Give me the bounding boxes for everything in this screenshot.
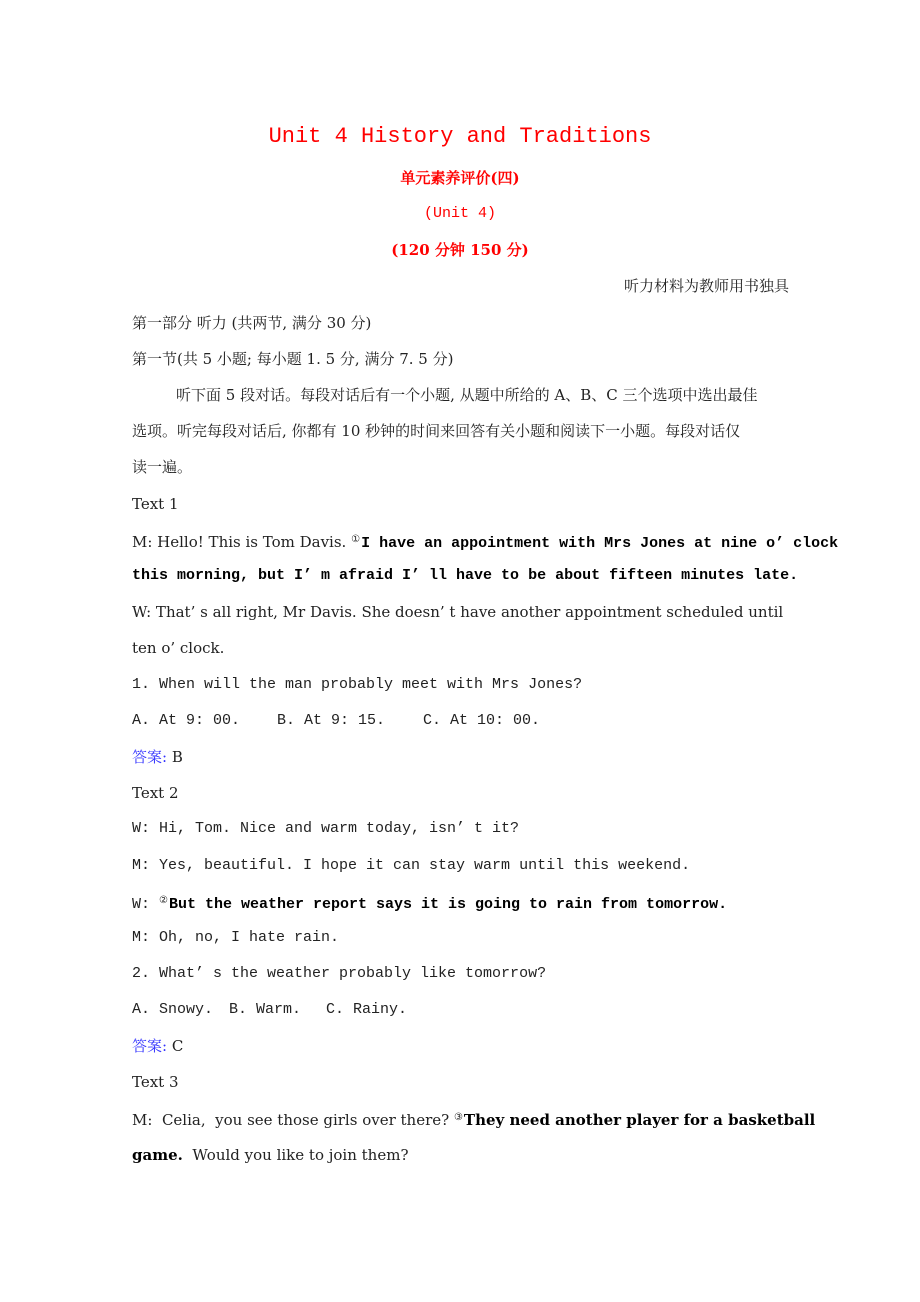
dialogue-prefix: M: Hello! This is Tom Davis.: [132, 533, 352, 551]
unit-label: (Unit 4): [423, 205, 496, 222]
time-score-label: (120 分钟 150 分): [391, 241, 529, 259]
text-2-dialogue-line-3: [132, 892, 727, 915]
question-2: 2. What’ s the weather probably like tomorrow?: [132, 965, 547, 982]
key-sentence: But the weather report says it is going to rain from tomorrow.: [168, 896, 728, 913]
text-3-dialogue-line-2: [132, 1145, 408, 1165]
question-2-options: [132, 1000, 407, 1020]
answer-value: B: [171, 748, 183, 766]
option-a: A. Snowy.: [132, 1001, 214, 1018]
part-heading: 第一部分 听力 (共两节, 满分 30 分): [132, 314, 372, 332]
instructions-line-1: 听下面 5 段对话。每段对话后有一个小题, 从题中所给的 A、B、C 三个选项中选出最佳: [176, 386, 758, 404]
circled-number-marker: ①: [351, 534, 361, 545]
answer-1: [132, 747, 183, 767]
dialogue-continuation: Would you like to join them?: [182, 1146, 409, 1164]
text-2-dialogue-line-2: M: Yes, beautiful. I hope it can stay warm until this weekend.: [132, 857, 691, 874]
key-sentence: They need another player for a basketball: [463, 1111, 816, 1129]
text-1-dialogue-line-3: W: That’ s all right, Mr Davis. She doesn’ t have another appointment scheduled until: [132, 603, 784, 621]
dialogue-prefix: W:: [132, 896, 160, 913]
option-b: B. Warm.: [229, 1001, 302, 1018]
text-2-dialogue-line-4: M: Oh, no, I hate rain.: [132, 929, 340, 946]
instructions-line-3: 读一遍。: [132, 458, 193, 476]
question-1-options: [132, 711, 540, 731]
text-1-dialogue-line-4: ten o’ clock.: [132, 639, 225, 657]
text-1-dialogue-line-1: [132, 530, 838, 554]
document-title: Unit 4 History and Traditions: [268, 124, 652, 149]
option-c: C. Rainy.: [326, 1001, 408, 1018]
option-c: C. At 10: 00.: [423, 712, 541, 729]
document-subtitle: 单元素养评价(四): [400, 169, 520, 187]
question-1: 1. When will the man probably meet with Mrs Jones?: [132, 676, 583, 693]
teacher-note: 听力材料为教师用书独具: [623, 277, 789, 295]
text-1-label: Text 1: [132, 495, 179, 513]
text-2-dialogue-line-1: W: Hi, Tom. Nice and warm today, isn’ t it?: [132, 820, 520, 837]
answer-2: [132, 1036, 183, 1056]
answer-value: C: [171, 1037, 184, 1055]
circled-number-marker: ②: [159, 896, 168, 907]
text-2-label: Text 2: [132, 784, 179, 802]
text-3-label: Text 3: [132, 1073, 179, 1091]
option-b: B. At 9: 15.: [277, 712, 386, 729]
key-sentence: I have an appointment with Mrs Jones at nine o’ clock: [361, 535, 839, 552]
dialogue-prefix: M: Celia, you see those girls over there?: [132, 1111, 454, 1129]
text-3-dialogue-line-1: [132, 1108, 815, 1130]
instructions-line-2: 选项。听完每段对话后, 你都有 10 秒钟的时间来回答有关小题和阅读下一小题。每段对话仅: [132, 422, 741, 440]
text-1-dialogue-line-2: this morning, but I’ m afraid I’ ll have to be about fifteen minutes late.: [132, 567, 799, 584]
answer-label: 答案:: [132, 1037, 168, 1055]
option-a: A. At 9: 00.: [132, 712, 241, 729]
section-heading: 第一节(共 5 小题; 每小题 1. 5 分, 满分 7. 5 分): [132, 350, 454, 368]
key-sentence-end: game.: [132, 1146, 183, 1164]
circled-number-marker: ③: [453, 1112, 463, 1123]
answer-label: 答案:: [132, 748, 168, 766]
